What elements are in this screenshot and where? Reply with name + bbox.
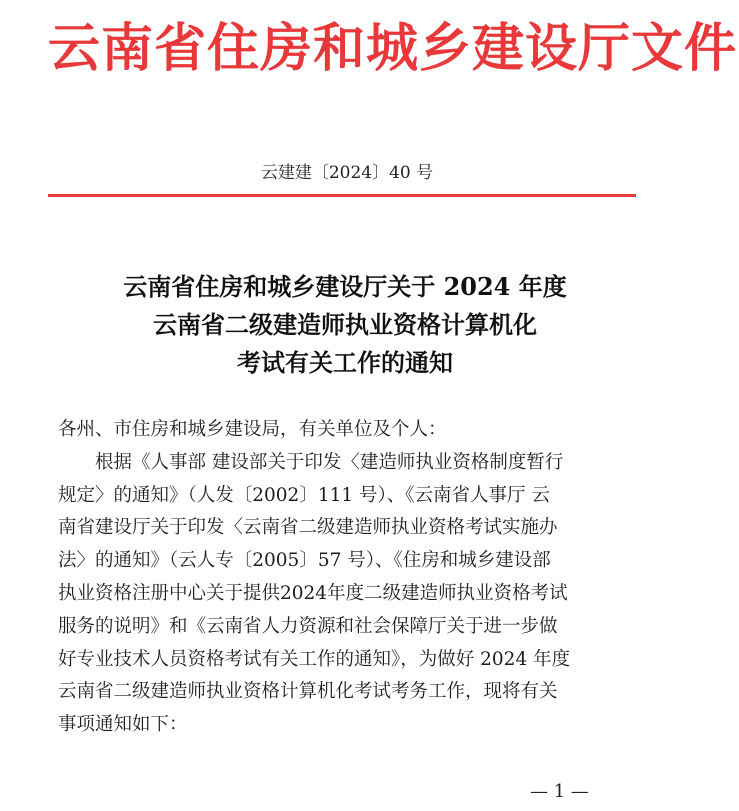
body-line: 法〉的通知》（云人专〔2005〕57 号）、《住房和城乡建设部 <box>58 550 551 572</box>
notice-title-line: 考试有关工作的通知 <box>237 348 453 377</box>
body-line: 云南省二级建造师执业资格计算机化考试考务工作，现将有关 <box>58 681 558 703</box>
body-line: 南省建设厅关于印发〈云南省二级建造师执业资格考试实施办 <box>58 517 558 539</box>
body-line: 根据《人事部 建设部关于印发〈建造师执业资格制度暂行 <box>95 451 564 473</box>
salutation: 各州、市住房和城乡建设局，有关单位及个人： <box>58 419 447 440</box>
document-number: 云建建〔2024〕40 号 <box>260 163 434 183</box>
body-line: 规定〉的通知》（人发〔2002〕111 号）、《云南省人事厅 云 <box>58 484 550 506</box>
body-line: 好专业技术人员资格考试有关工作的通知》，为做好 2024 年度 <box>58 648 571 670</box>
body-line: 服务的说明》和《云南省人力资源和社会保障厅关于进一步做 <box>58 615 558 637</box>
letterhead-title: 云南省住房和城乡建设厅文件 <box>48 18 738 79</box>
notice-title-line: 云南省住房和城乡建设厅关于 2024 年度 <box>123 272 567 301</box>
red-divider-line <box>48 194 636 197</box>
notice-title-line: 云南省二级建造师执业资格计算机化 <box>153 310 537 339</box>
body-line: 执业资格注册中心关于提供2024年度二级建造师执业资格考试 <box>58 582 568 604</box>
page-number: — 1 — <box>530 781 589 802</box>
notice-body <box>58 414 658 742</box>
notice-title <box>0 268 690 382</box>
body-line: 事项通知如下： <box>58 714 188 736</box>
